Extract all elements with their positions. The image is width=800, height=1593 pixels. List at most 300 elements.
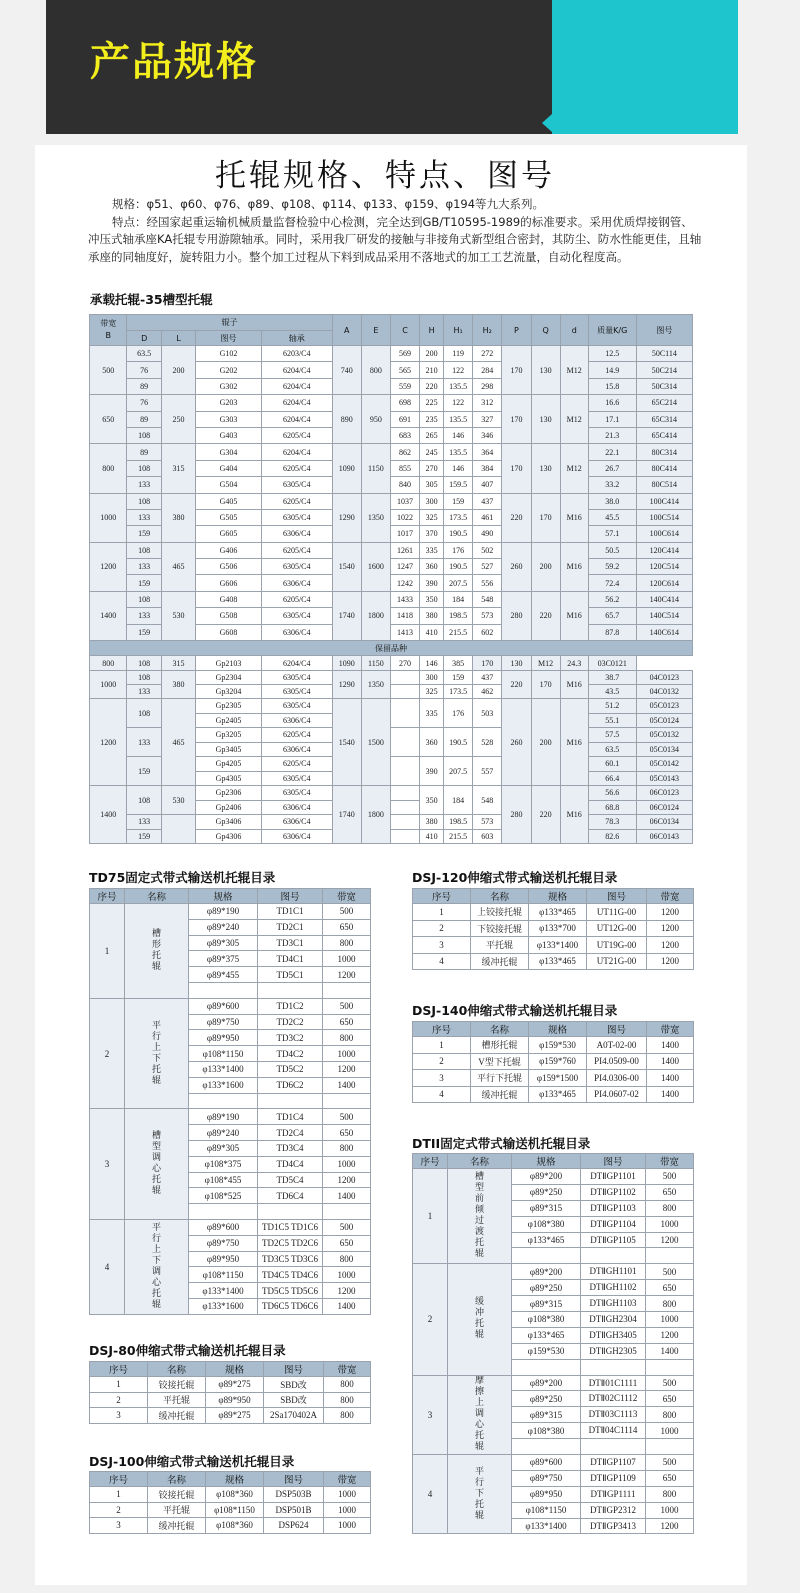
table-cell: 1400	[647, 1070, 694, 1087]
col-header: 序号	[90, 1362, 148, 1377]
table-cell: 325	[420, 685, 444, 699]
table-cell: 6205/C4	[261, 427, 332, 443]
belt-width-cell: 800	[323, 1251, 371, 1267]
row-number: 1	[413, 1037, 471, 1054]
table-cell: 6203/C4	[261, 346, 332, 362]
table-cell: φ133*465	[529, 904, 587, 921]
belt-width-cell: 500	[646, 1264, 694, 1280]
table-cell: 384	[473, 460, 502, 476]
belt-width-cell: 650	[646, 1470, 694, 1486]
table-cell: 133	[127, 685, 161, 699]
dsj120-table	[412, 888, 694, 970]
table-cell: 390	[420, 575, 444, 591]
drawing-no-cell: TD5C2	[258, 1061, 323, 1077]
table-cell	[390, 728, 419, 757]
table-cell: 56.6	[588, 786, 636, 801]
table-cell: 108	[127, 656, 161, 671]
table-cell: 1350	[361, 493, 390, 542]
drawing-no-cell: DTⅡGH2305	[581, 1343, 646, 1359]
drawing-no-cell: TD6C4	[258, 1188, 323, 1204]
table-cell: 6205/C4	[261, 728, 332, 743]
belt-width-cell: 1400	[323, 1077, 371, 1093]
table-cell: 170	[531, 671, 560, 699]
table-cell: 200	[420, 346, 444, 362]
group-number: 2	[413, 1264, 448, 1375]
table-cell: 80C514	[636, 477, 692, 493]
table-row	[413, 904, 694, 921]
table-cell: 100C414	[636, 493, 692, 509]
col-header: 带宽	[646, 1154, 694, 1169]
belt-width-cell: 800	[323, 1030, 371, 1046]
table-cell: 108	[127, 460, 161, 476]
table-cell: Gp2306	[196, 786, 262, 801]
table-cell: 108	[127, 699, 161, 728]
table-title-trough-idler: 承载托辊-35槽型托辊	[90, 292, 213, 307]
table-cell: 800	[324, 1408, 371, 1424]
table-cell: 76	[127, 395, 161, 411]
table-cell: Gp3405	[196, 742, 262, 757]
table-cell: 6306/C4	[261, 575, 332, 591]
table-row	[90, 1392, 371, 1408]
table-row	[90, 1408, 371, 1424]
table-cell: 556	[473, 575, 502, 591]
table-cell: 65C314	[636, 411, 692, 427]
table-cell: φ133*465	[529, 953, 587, 970]
table-cell: 176	[444, 542, 473, 558]
table-cell: PI4.0607-02	[587, 1086, 647, 1103]
table-cell: 6306/C4	[261, 713, 332, 728]
table-cell: 6305/C4	[261, 699, 332, 714]
table-cell: 43.5	[588, 685, 636, 699]
col-header: d	[560, 315, 588, 346]
table-cell: 465	[161, 542, 195, 591]
table-cell: 05C0123	[636, 699, 692, 714]
table-cell: 548	[473, 591, 502, 607]
table-cell: 06C0124	[636, 800, 692, 815]
table-cell: 6306/C4	[261, 800, 332, 815]
table-cell: 146	[420, 656, 444, 671]
table-cell: 207.5	[444, 757, 473, 786]
belt-width-cell: 500	[646, 1455, 694, 1471]
belt-width-cell	[323, 1093, 371, 1109]
table-cell: 135.5	[444, 444, 473, 460]
table-cell: 800	[324, 1377, 371, 1393]
header-banner	[46, 0, 738, 134]
table-cell: 133	[127, 477, 161, 493]
belt-width-cell	[646, 1248, 694, 1264]
table-cell: 50C314	[636, 378, 692, 394]
table-cell: 159	[127, 526, 161, 542]
drawing-no-cell: DTⅡGP1107	[581, 1455, 646, 1471]
spec-cell	[512, 1359, 581, 1375]
table-row	[90, 786, 693, 801]
drawing-no-cell: DTⅡGH3405	[581, 1327, 646, 1343]
drawing-no-cell: TD1C1	[258, 904, 323, 920]
table-cell: 159	[444, 671, 473, 685]
spec-cell	[189, 1204, 258, 1220]
table-cell: 190.5	[444, 559, 473, 575]
table-cell: 800	[90, 656, 127, 671]
table-row	[413, 1375, 694, 1391]
table-cell: Gp3204	[196, 685, 262, 699]
table-cell: 437	[473, 671, 502, 685]
table-cell: 108	[127, 427, 161, 443]
table-cell: 平托辊	[148, 1392, 206, 1408]
table-cell: 6305/C4	[261, 559, 332, 575]
drawing-no-cell: DTⅡ03C1113	[581, 1407, 646, 1423]
table-cell: φ159*760	[529, 1053, 587, 1070]
table-cell: 300	[420, 671, 444, 685]
spec-cell: φ89*305	[189, 1140, 258, 1156]
table-cell: 87.8	[588, 624, 636, 640]
col-header: 规格	[512, 1154, 581, 1169]
drawing-no-cell	[581, 1359, 646, 1375]
table-cell: M16	[560, 493, 588, 542]
table-cell: 6204/C4	[261, 656, 332, 671]
group-name: 平行上下托辊	[125, 998, 189, 1109]
table-cell: 6204/C4	[261, 395, 332, 411]
table-title-dtii: DTII固定式带式输送机托辊目录	[412, 1136, 591, 1151]
table-cell: 1418	[390, 608, 419, 624]
table-cell: 140C614	[636, 624, 692, 640]
table-cell: φ108*360	[206, 1518, 264, 1534]
drawing-no-cell: DTⅡGP1111	[581, 1486, 646, 1502]
table-cell: SBD改	[264, 1377, 324, 1393]
table-cell: φ108*360	[206, 1487, 264, 1503]
table-cell: 190.5	[444, 526, 473, 542]
table-cell: 108	[127, 493, 161, 509]
table-cell: 130	[531, 346, 560, 395]
table-cell: 26.7	[588, 460, 636, 476]
belt-width-cell: 650	[323, 1125, 371, 1141]
header-row	[413, 1022, 694, 1037]
table-cell: 6305/C4	[261, 685, 332, 699]
spec-cell: φ133*1400	[189, 1061, 258, 1077]
td75-table	[89, 888, 371, 1315]
header-row	[90, 889, 371, 904]
dsj140-table	[412, 1021, 694, 1103]
table-cell: G608	[196, 624, 262, 640]
table-cell: φ133*1400	[529, 937, 587, 954]
table-cell: 385	[444, 656, 473, 671]
table-cell: 280	[502, 786, 531, 844]
table-cell: 602	[473, 624, 502, 640]
table-cell: 265	[420, 427, 444, 443]
table-cell: Gp4306	[196, 829, 262, 844]
table-cell: 缓冲托辊	[148, 1518, 206, 1534]
dtii-table	[412, 1153, 694, 1534]
table-cell: 1200	[647, 937, 694, 954]
table-cell: 1200	[647, 920, 694, 937]
table-cell: Gp3406	[196, 815, 262, 830]
table-cell: φ89*275	[206, 1408, 264, 1424]
table-cell: G303	[196, 411, 262, 427]
table-cell: 170	[531, 493, 560, 542]
table-cell: 530	[161, 591, 195, 640]
table-cell: 559	[390, 378, 419, 394]
table-cell: 1150	[361, 656, 390, 671]
header-row	[413, 889, 694, 904]
table-cell	[390, 699, 419, 728]
spec-cell: φ89*950	[189, 1030, 258, 1046]
table-cell: 300	[420, 493, 444, 509]
table-cell: 1433	[390, 591, 419, 607]
table-cell	[390, 671, 419, 685]
reserved-header: 保留品种	[90, 641, 693, 656]
table-cell: G508	[196, 608, 262, 624]
table-cell: 862	[390, 444, 419, 460]
group-number: 3	[413, 1375, 448, 1454]
table-cell: 1247	[390, 559, 419, 575]
spec-cell: φ108*380	[512, 1423, 581, 1439]
drawing-no-cell	[258, 982, 323, 998]
table-row	[90, 699, 693, 714]
col-header: 序号	[413, 1154, 448, 1169]
table-row	[90, 493, 693, 509]
table-cell: 12.5	[588, 346, 636, 362]
col-header: 名称	[471, 889, 529, 904]
table-row	[90, 671, 693, 685]
drawing-no-cell: TD2C5 TD2C6	[258, 1235, 323, 1251]
belt-width-cell: 800	[646, 1296, 694, 1312]
col-header: H	[420, 315, 444, 346]
table-cell: PI4.0306-00	[587, 1070, 647, 1087]
table-row	[90, 1502, 371, 1518]
table-cell: G202	[196, 362, 262, 378]
table-cell: 437	[473, 493, 502, 509]
group-number: 1	[90, 904, 125, 999]
table-cell: 1090	[332, 444, 361, 493]
table-cell: 89	[127, 411, 161, 427]
table-cell: Gp2103	[196, 656, 262, 671]
row-number: 1	[90, 1487, 148, 1503]
table-cell: 38.7	[588, 671, 636, 685]
table-cell: 122	[444, 395, 473, 411]
table-cell: G405	[196, 493, 262, 509]
group-name: 平行下托辊	[448, 1455, 512, 1534]
table-cell: 57.1	[588, 526, 636, 542]
table-cell: 24.3	[560, 656, 588, 671]
spec-cell: φ89*600	[512, 1455, 581, 1471]
table-cell: 461	[473, 509, 502, 525]
spec-cell: φ108*1150	[189, 1046, 258, 1062]
table-cell: φ159*1500	[529, 1070, 587, 1087]
spec-cell: φ133*465	[512, 1327, 581, 1343]
table-cell: 14.9	[588, 362, 636, 378]
table-cell: 133	[127, 815, 161, 830]
belt-width-cell: 1000	[323, 1156, 371, 1172]
table-cell: G605	[196, 526, 262, 542]
table-cell: 133	[127, 509, 161, 525]
belt-width-cell: 1000	[646, 1423, 694, 1439]
table-cell: 1400	[647, 1053, 694, 1070]
table-cell	[390, 685, 419, 699]
table-cell: 6305/C4	[261, 509, 332, 525]
table-cell	[390, 757, 419, 786]
table-cell: 135.5	[444, 411, 473, 427]
table-cell: M16	[560, 786, 588, 844]
table-cell: 190.5	[444, 728, 473, 757]
col-header: P	[502, 315, 531, 346]
group-number: 3	[90, 1109, 125, 1220]
table-cell: 1800	[361, 786, 390, 844]
table-cell: 1090	[332, 656, 361, 671]
table-cell: 120C414	[636, 542, 692, 558]
table-cell: 215.5	[444, 829, 473, 844]
belt-width-cell: 500	[90, 346, 127, 395]
table-cell: 1740	[332, 786, 361, 844]
row-number: 1	[413, 904, 471, 921]
header-row	[413, 1154, 694, 1169]
banner-accent	[552, 0, 738, 134]
table-cell: φ133*700	[529, 920, 587, 937]
belt-width-cell: 650	[646, 1391, 694, 1407]
drawing-no-cell: TD1C5 TD1C6	[258, 1219, 323, 1235]
table-cell: 235	[420, 411, 444, 427]
table-cell: 503	[473, 699, 502, 728]
table-cell: 170	[502, 444, 531, 493]
table-cell: UT11G-00	[587, 904, 647, 921]
col-header: 图号	[258, 889, 323, 904]
table-cell: 335	[420, 542, 444, 558]
row-number: 3	[90, 1408, 148, 1424]
table-cell: 159	[127, 575, 161, 591]
table-cell: 04C0132	[636, 685, 692, 699]
spec-cell: φ89*455	[189, 967, 258, 983]
table-cell: 410	[420, 624, 444, 640]
table-cell: 6204/C4	[261, 378, 332, 394]
row-number: 4	[413, 953, 471, 970]
spec-cell: φ89*250	[512, 1391, 581, 1407]
table-cell: 59.2	[588, 559, 636, 575]
table-cell: 135.5	[444, 378, 473, 394]
table-cell: 530	[161, 786, 195, 815]
col-header: Q	[531, 315, 560, 346]
dsj100-table	[89, 1471, 371, 1534]
belt-width-cell: 650	[90, 395, 127, 444]
table-cell: G408	[196, 591, 262, 607]
table-cell: 1740	[332, 591, 361, 640]
table-cell: 108	[127, 542, 161, 558]
col-header: E	[361, 315, 390, 346]
table-cell: 1261	[390, 542, 419, 558]
table-cell: 198.5	[444, 608, 473, 624]
table-row	[90, 542, 693, 558]
table-cell: 130	[531, 444, 560, 493]
spec-cell: φ89*950	[189, 1251, 258, 1267]
group-name: 摩擦上调心托辊	[448, 1375, 512, 1454]
table-cell: 120C614	[636, 575, 692, 591]
col-header: 图号	[636, 315, 692, 346]
spec-cell: φ108*525	[189, 1188, 258, 1204]
group-name: 槽形托辊	[125, 904, 189, 999]
table-cell: 364	[473, 444, 502, 460]
table-cell: 68.8	[588, 800, 636, 815]
table-cell: 6204/C4	[261, 362, 332, 378]
belt-width-cell	[323, 1204, 371, 1220]
belt-width-cell: 1000	[646, 1312, 694, 1328]
drawing-no-cell: DTⅡGP1104	[581, 1216, 646, 1232]
table-cell: 800	[361, 346, 390, 395]
table-title-dsj140: DSJ-140伸缩式带式输送机托辊目录	[412, 1003, 618, 1018]
table-cell: 146	[444, 460, 473, 476]
belt-width-cell: 1400	[90, 591, 127, 640]
col-header: 规格	[206, 1362, 264, 1377]
table-cell: 6205/C4	[261, 460, 332, 476]
spec-cell: φ89*190	[189, 1109, 258, 1125]
table-row	[90, 815, 693, 830]
table-cell: 220	[502, 671, 531, 699]
table-cell: 1200	[647, 953, 694, 970]
table-cell: 410	[420, 829, 444, 844]
table-row	[413, 1455, 694, 1471]
drawing-no-cell: DTⅡGH2304	[581, 1312, 646, 1328]
table-cell: 21.3	[588, 427, 636, 443]
col-header: 图号	[264, 1362, 324, 1377]
table-cell: 1000	[324, 1487, 371, 1503]
table-cell: 220	[502, 493, 531, 542]
col-header: C	[390, 315, 419, 346]
table-cell: 569	[390, 346, 419, 362]
belt-width-cell: 650	[323, 919, 371, 935]
table-cell: M12	[560, 444, 588, 493]
table-cell: 380	[161, 671, 195, 699]
col-header: 规格	[529, 889, 587, 904]
belt-width-cell: 1200	[323, 1283, 371, 1299]
drawing-no-cell: DTⅡGH1103	[581, 1296, 646, 1312]
belt-width-cell: 1000	[323, 1046, 371, 1062]
spec-cell: φ108*455	[189, 1172, 258, 1188]
drawing-no-cell: TD6C5 TD6C6	[258, 1298, 323, 1314]
table-cell: 855	[390, 460, 419, 476]
table-cell: 159.5	[444, 477, 473, 493]
table-cell: 200	[531, 699, 560, 786]
table-cell: 05C0132	[636, 728, 692, 743]
table-cell: 槽形托辊	[471, 1037, 529, 1054]
belt-width-cell: 1400	[323, 1298, 371, 1314]
table-cell: 250	[161, 395, 195, 444]
table-cell: 130	[531, 395, 560, 444]
table-cell: 800	[324, 1392, 371, 1408]
drawing-no-cell: DTⅡGP2312	[581, 1502, 646, 1518]
table-cell: 170	[502, 346, 531, 395]
row-number: 2	[413, 920, 471, 937]
table-cell: 170	[473, 656, 502, 671]
spec-cell: φ108*1150	[189, 1267, 258, 1283]
table-cell: 89	[127, 378, 161, 394]
belt-width-cell: 1200	[646, 1327, 694, 1343]
table-cell	[390, 786, 419, 801]
table-cell: 315	[161, 656, 195, 671]
col-header: 带宽 B	[90, 315, 127, 346]
table-cell: 184	[444, 591, 473, 607]
table-cell: 平托辊	[148, 1502, 206, 1518]
drawing-no-cell: TD5C4	[258, 1172, 323, 1188]
drawing-no-cell: TD3C1	[258, 935, 323, 951]
table-cell: UT19G-00	[587, 937, 647, 954]
table-cell: φ89*275	[206, 1377, 264, 1393]
table-cell: 133	[127, 559, 161, 575]
table-cell: V型下托辊	[471, 1053, 529, 1070]
col-header: 轴承	[261, 331, 332, 346]
table-cell: 50.5	[588, 542, 636, 558]
drawing-no-cell	[581, 1439, 646, 1455]
col-header: 带宽	[323, 889, 371, 904]
drawing-no-cell: TD3C2	[258, 1030, 323, 1046]
belt-width-cell: 800	[323, 1140, 371, 1156]
table-cell: 1540	[332, 542, 361, 591]
table-cell: 122	[444, 362, 473, 378]
